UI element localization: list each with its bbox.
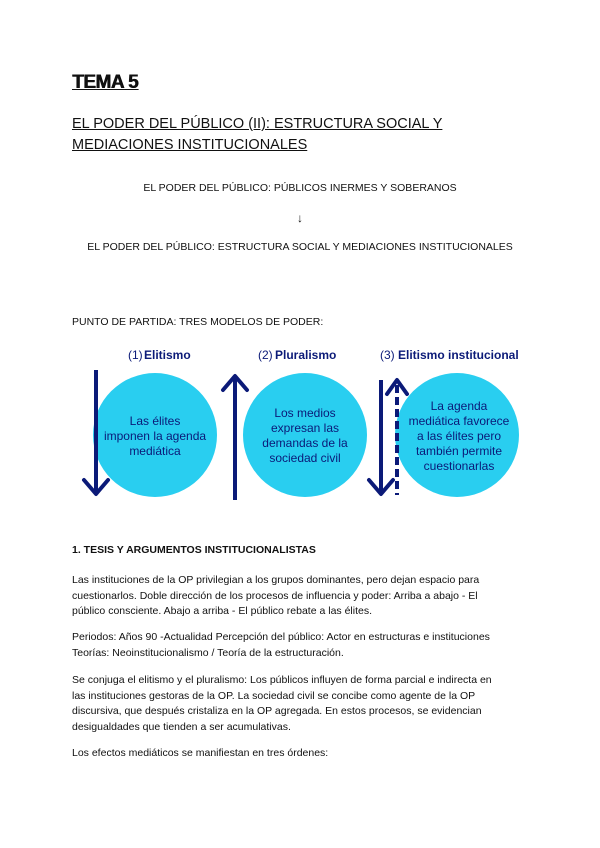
title-line-2: MEDIACIONES INSTITUCIONALES [72,137,308,153]
flow-to: EL PODER DEL PÚBLICO: ESTRUCTURA SOCIAL Y MEDIACIONES INSTITUCIONALES [87,241,513,253]
model-2-line-4: sociedad civil [269,451,341,465]
paragraph-line: Teorías: Neoinstitucionalismo / Teoría de la estructuración. [72,646,344,659]
model-3-number: (3) [380,348,395,362]
title-line-1: EL PODER DEL PÚBLICO (II): ESTRUCTURA SOCIAL Y [72,116,443,132]
paragraph-line: desigualdades que tienden a ser acumulativas. [72,720,291,733]
section-1-paragraph-1 [72,573,527,620]
flow-from: EL PODER DEL PÚBLICO: PÚBLICOS INERMES Y SOBERANOS [143,182,457,194]
page-title [72,114,542,156]
intro-text: PUNTO DE PARTIDA: TRES MODELOS DE PODER: [72,316,324,328]
topic-number: TEMA 5 [72,72,138,93]
model-2-number: (2) [258,348,273,362]
model-2-line-3: demandas de la [262,436,348,450]
paragraph-line: Las instituciones de la OP privilegian a los grupos dominantes, pero dejan espacio para [72,574,480,586]
section-1-paragraph-2 [72,630,527,661]
paragraph-line: Se conjuga el elitismo y el pluralismo: Los públicos influyen de forma parcial e indirecta en [72,674,492,686]
model-1-name: Elitismo [144,348,191,362]
section-1-paragraph-4: Los efectos mediáticos se manifiestan en tres órdenes: [72,747,329,759]
model-3-line-1: La agenda [430,399,488,413]
power-models-diagram [0,340,600,510]
model-3-name: Elitismo institucional [398,348,519,362]
model-1-line-2: imponen la agenda [103,429,207,443]
paragraph-line: público consciente. Abajo a arriba - El público rebate a las élites. [72,605,373,617]
model-3-line-2: mediática favorece [408,414,510,428]
paragraph-line: las instituciones gestoras de la OP. La sociedad civil se concibe como agente de la OP [72,689,476,702]
paragraph-line: Periodos: Años 90 -Actualidad Percepción del público: Actor en estructuras e instituciones [72,631,490,643]
model-1-number: (1) [128,348,143,362]
paragraph-line: cuestionarlos. Doble dirección de los procesos de influencia y poder: Arriba a abajo - El [72,589,478,602]
model-2-circle [243,373,367,497]
model-1-line-1: Las élites [129,414,181,428]
model-3-line-4: también permite [415,444,503,458]
paragraph-line: discursiva, que después cristaliza en la OP agregada. En estos procesos, se evidencian [72,705,482,717]
flow-arrow: ↓ [297,211,303,225]
model-1-line-3: mediática [129,444,181,458]
model-3-line-3: a las élites pero [416,429,502,443]
model-2-name: Pluralismo [275,348,337,362]
model-2-line-2: expresan las [270,421,340,435]
model-3-line-5: cuestionarlas [423,459,495,473]
section-1-heading: 1. TESIS Y ARGUMENTOS INSTITUCIONALISTAS [72,544,316,556]
section-1-paragraph-3 [72,673,527,735]
model-2-line-1: Los medios [274,406,336,420]
